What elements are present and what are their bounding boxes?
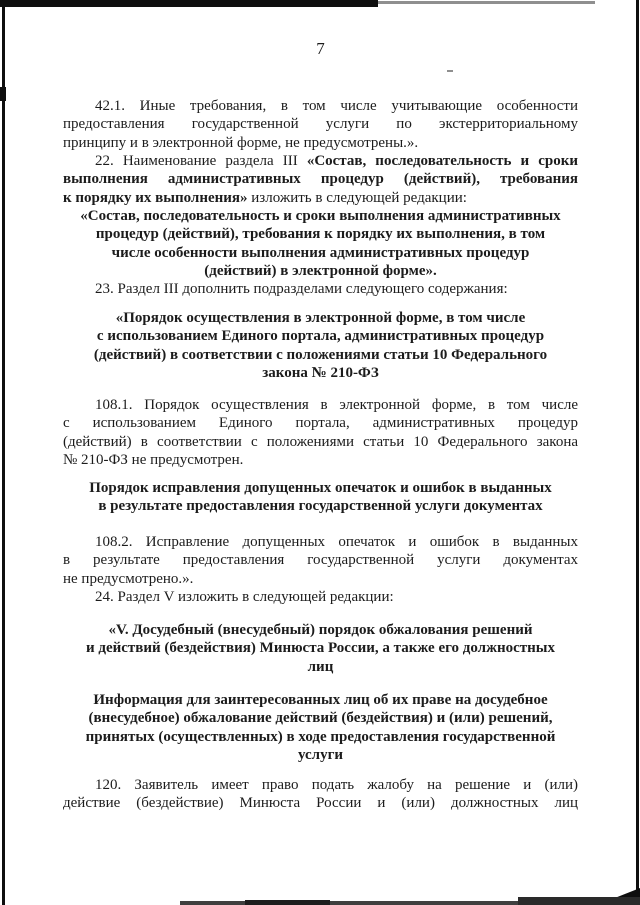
- text-line: [63, 691, 578, 709]
- para-22: [63, 152, 578, 207]
- heading-informatsiya: [63, 691, 578, 765]
- para-42-1: [63, 97, 578, 152]
- text-line: [63, 533, 578, 551]
- text-segment: «V. Досудебный (внесудебный) порядок обжалования решений: [108, 622, 533, 638]
- text-line: [63, 189, 578, 207]
- text-segment: в результате предоставления государственной услуги документах: [98, 498, 543, 515]
- text-line: [63, 414, 578, 432]
- text-segment: в результате предоставления государственной услуги документах: [63, 552, 578, 569]
- text-line: [63, 396, 578, 414]
- scan-artifact-left-line: [2, 0, 5, 905]
- bold-text-segment: к порядку их выполнения»: [63, 189, 248, 206]
- text-line: [63, 709, 578, 727]
- scan-artifact-right-line: [636, 0, 639, 893]
- text-segment: процедур (действий), требования к порядку их выполнения, в том: [95, 226, 546, 243]
- text-line: [63, 746, 578, 764]
- text-segment: с использованием Единого портала, административных процедур: [63, 415, 578, 432]
- text-line: [63, 364, 578, 382]
- page-number: [63, 40, 578, 58]
- text-line: [63, 346, 578, 364]
- text-line: [63, 134, 578, 152]
- text-line: [63, 776, 578, 794]
- text-segment: (действий) в электронной форме».: [204, 263, 437, 280]
- text-line: [63, 152, 578, 170]
- text-line: [63, 639, 578, 657]
- text-segment: «Порядок осуществления в электронной форме, в том числе: [115, 310, 526, 326]
- text-segment: с использованием Единого портала, административных процедур: [96, 328, 545, 345]
- text-segment: 24. Раздел V изложить в следующей редакции:: [95, 589, 394, 605]
- text-line: [63, 327, 578, 345]
- heading-v-dosudebny: [63, 621, 578, 676]
- text-segment: (действий) в соответствии с положениями статьи 10 Федерального закона: [63, 433, 578, 450]
- text-line: [63, 621, 578, 639]
- para-108-2: [63, 533, 578, 588]
- text-column: [63, 0, 578, 905]
- text-line: [63, 433, 578, 451]
- text-segment: 108.2. Исправление допущенных опечаток и ошибок в выданных: [95, 534, 578, 550]
- text-line: [63, 658, 578, 676]
- text-line: [63, 225, 578, 243]
- text-line: [63, 570, 578, 588]
- text-line: [63, 551, 578, 569]
- text-segment: принципу и в электронной форме, не предусмотрены.».: [63, 134, 419, 151]
- text-line: [63, 451, 578, 469]
- text-segment: 7: [316, 39, 325, 58]
- text-line: [63, 280, 578, 298]
- text-segment: действие (бездействие) Минюста России и (или) должностных лиц: [63, 795, 578, 812]
- text-segment: (действий) в соответствии с положениями статьи 10 Федерального: [93, 346, 548, 363]
- heading-poryadok-elektronnaya-forma: [63, 309, 578, 383]
- text-line: [63, 262, 578, 280]
- text-segment: лиц: [307, 658, 334, 675]
- text-segment: 108.1. Порядок осуществления в электронной форме, в том числе: [95, 397, 578, 413]
- text-line: [63, 588, 578, 606]
- text-line: [63, 207, 578, 225]
- text-segment: предоставления государственной услуги по экстерриториальному: [63, 116, 578, 133]
- text-segment: 22. Наименование раздела III: [95, 153, 307, 169]
- para-120: [63, 776, 578, 813]
- text-segment: изложить в следующей редакции:: [247, 189, 467, 206]
- text-segment: Информация для заинтересованных лиц об их праве на досудебное: [93, 692, 548, 708]
- text-segment: услуги: [297, 747, 344, 764]
- scan-artifact-left-blob: [0, 87, 6, 101]
- text-line: [63, 497, 578, 515]
- bold-text-segment: выполнения административных процедур (действий), требования: [63, 171, 578, 188]
- para-24: [63, 588, 578, 606]
- text-line: [63, 115, 578, 133]
- text-segment: закона № 210-ФЗ: [262, 365, 379, 382]
- text-segment: принятых (осуществленных) в ходе предоставления государственной: [85, 728, 556, 745]
- text-line: [63, 479, 578, 497]
- text-line: [63, 170, 578, 188]
- text-line: [63, 728, 578, 746]
- para-108-1: [63, 396, 578, 470]
- text-segment: Порядок исправления допущенных опечаток и ошибок в выданных: [89, 480, 552, 496]
- para-23: [63, 280, 578, 298]
- text-segment: не предусмотрено.».: [63, 570, 194, 587]
- text-line: [63, 794, 578, 812]
- bold-text-segment: «Состав, последовательность и сроки: [306, 153, 578, 169]
- text-segment: 120. Заявитель имеет право подать жалобу на решение и (или): [95, 777, 578, 793]
- text-segment: «Состав, последовательность и сроки выполнения административных: [80, 208, 561, 224]
- text-segment: и действий (бездействия) Минюста России, а также его должностных: [85, 640, 555, 657]
- text-line: [63, 97, 578, 115]
- text-segment: (внесудебное) обжалование действий (бездействия) и (или) решений,: [88, 710, 553, 727]
- text-segment: № 210-ФЗ не предусмотрен.: [63, 452, 244, 469]
- heading-opechatki: [63, 479, 578, 516]
- text-line: [63, 244, 578, 262]
- text-segment: числе особенности выполнения административных процедур: [111, 244, 530, 261]
- heading-sostav: [63, 207, 578, 281]
- text-line: [63, 40, 578, 58]
- text-line: [63, 309, 578, 327]
- text-segment: 42.1. Иные требования, в том числе учитывающие особенности: [95, 98, 578, 114]
- text-segment: 23. Раздел III дополнить подразделами следующего содержания:: [95, 281, 508, 297]
